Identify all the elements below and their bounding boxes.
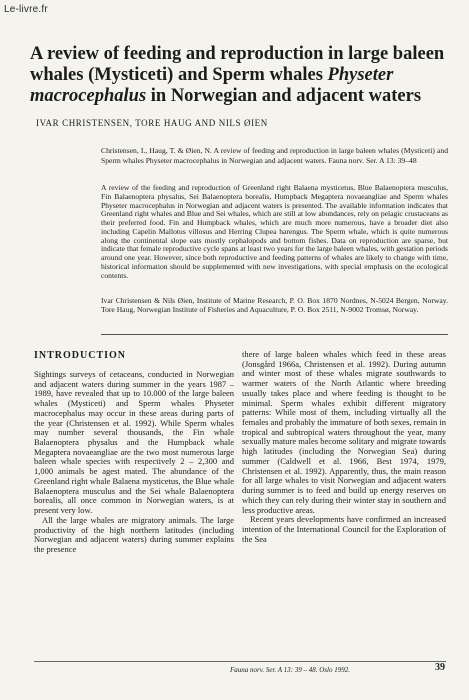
footer-divider	[34, 661, 446, 662]
paragraph: Recent years developments have confirmed an increased intention of the International Council for the Exploration of the Sea	[242, 514, 446, 544]
watermark: Le-livre.fr	[4, 4, 48, 15]
body-column-right	[242, 350, 446, 544]
paragraph: there of large baleen whales which feed in these areas (Jonsgård 1966a, Christensen et al. 1992). During autumn and winter most of these whales migrate southwards to warmer waters of the North Atlantic where breeding usually takes place and where feeding is thought to be minimal. Sperm whales exhibit different migratory patterns: While most of them, including virtually all the females and probably the immature of both sexes, remain in tropical and subtropical waters throughout the year, many sexually mature males become solitary and migrate towards high latitudes (including the Norwegian Sea) during summer (Caldwell et al. 1966, Best 1974, 1979, Christensen et al. 1992). Apparently, thus, the main reason for all large whales to visit Norwegian and adjacent waters during summer is to feed and build up energy reserves on which they can rely during their winter stay in southern and less productive areas.	[242, 349, 446, 515]
title-part-1: A review of feeding and reproduction in large baleen whales (Mysticeti) and Sperm whales	[30, 44, 445, 85]
title-part-2: in Norwegian and adjacent waters	[146, 86, 422, 106]
page-number: 39	[435, 662, 445, 673]
journal-footer: Fauna norv. Ser. A 13: 39 – 48. Oslo 1992.	[230, 666, 350, 674]
author-address: Ivar Christensen & Nils Øien, Institute of Marine Research, P. O. Box 1870 Nordnes, N-5024 Bergen, Norway. Tore Haug, Norwegian Institute of Fisheries and Aquaculture, P. O. Box 2511, N-9002 Tromsø, Norway.	[101, 296, 448, 315]
paragraph: Sightings surveys of cetaceans, conducted in Norwegian and adjacent waters during summer in the years 1987 – 1989, have revealed that up to 10.000 of the large baleen whales (Mysticeti) and Sperm whales Physeter macrocephalus may occur in these areas during parts of the year (Christensen et al. 1992). While Sperm whales may number several thousands, the Fin whale Balaenoptera physalus and the Humpback whale Megaptera novaeangliae are the two most numerous large baleen whale species with respectively 2 – 2,300 and 1,000 animals be agest mated. The abundance of the Greenland right whale Balaena mysticetus, the Blue whale Balaenoptera musculus and the Sei whale Balaenoptera borealis, all once common in Norwegian waters, is at present very low.	[34, 369, 234, 516]
section-heading: INTRODUCTION	[34, 350, 127, 361]
divider	[101, 334, 448, 335]
body-column-left	[34, 370, 234, 555]
title-species: Physeter macrocephalus	[30, 65, 394, 106]
paragraph: All the large whales are migratory animals. The large productivity of the high northern latitudes (including Norwegian and adjacent waters) during summer explains the presence	[34, 514, 234, 554]
authors: IVAR CHRISTENSEN, TORE HAUG AND NILS ØIEN	[36, 118, 268, 128]
paper-title	[30, 44, 445, 107]
abstract: A review of the feeding and reproduction of Greenland right Balaena mysticetus, Blue Balaenoptera musculus, Fin Balaenoptera physalus, Sei Balaenoptera borealis, Humpback Megaptera novaeangliae and Sperm whales Physeter macrocephalus in Norwegian and adjacent waters is presented. The available information indicates that Greenland right whales and Blue and Sei whales, which are still at low abundances, rely on pelagic crustaceans as their preferred food. Fin and Humpback whales, which are much more numerous, have a broader diet also including Capelin Mallotus villosus and Herring Clupea harengus. The Sperm whale, which is quite numerous along the continental slope eats mostly cephalopods and bottom fishes. Data on reproduction are sparse, but indicate that female reproductive cycle spans at least two years for the large baleen whales, with gestation periods around one year. However, since both reproductive and feeding patterns of whales are likely to change with time, historical information should be supplemented with new investigations, with special emphasis on the ecological contents.	[101, 183, 448, 280]
citation: Christensen, I., Haug, T. & Øien, N. A review of feeding and reproduction in large baleen whales (Mysticeti) and Sperm whales Physeter macrocephalus in Norwegian and adjacent waters. Fauna norv. Ser. A 13: 39–48	[101, 146, 448, 165]
